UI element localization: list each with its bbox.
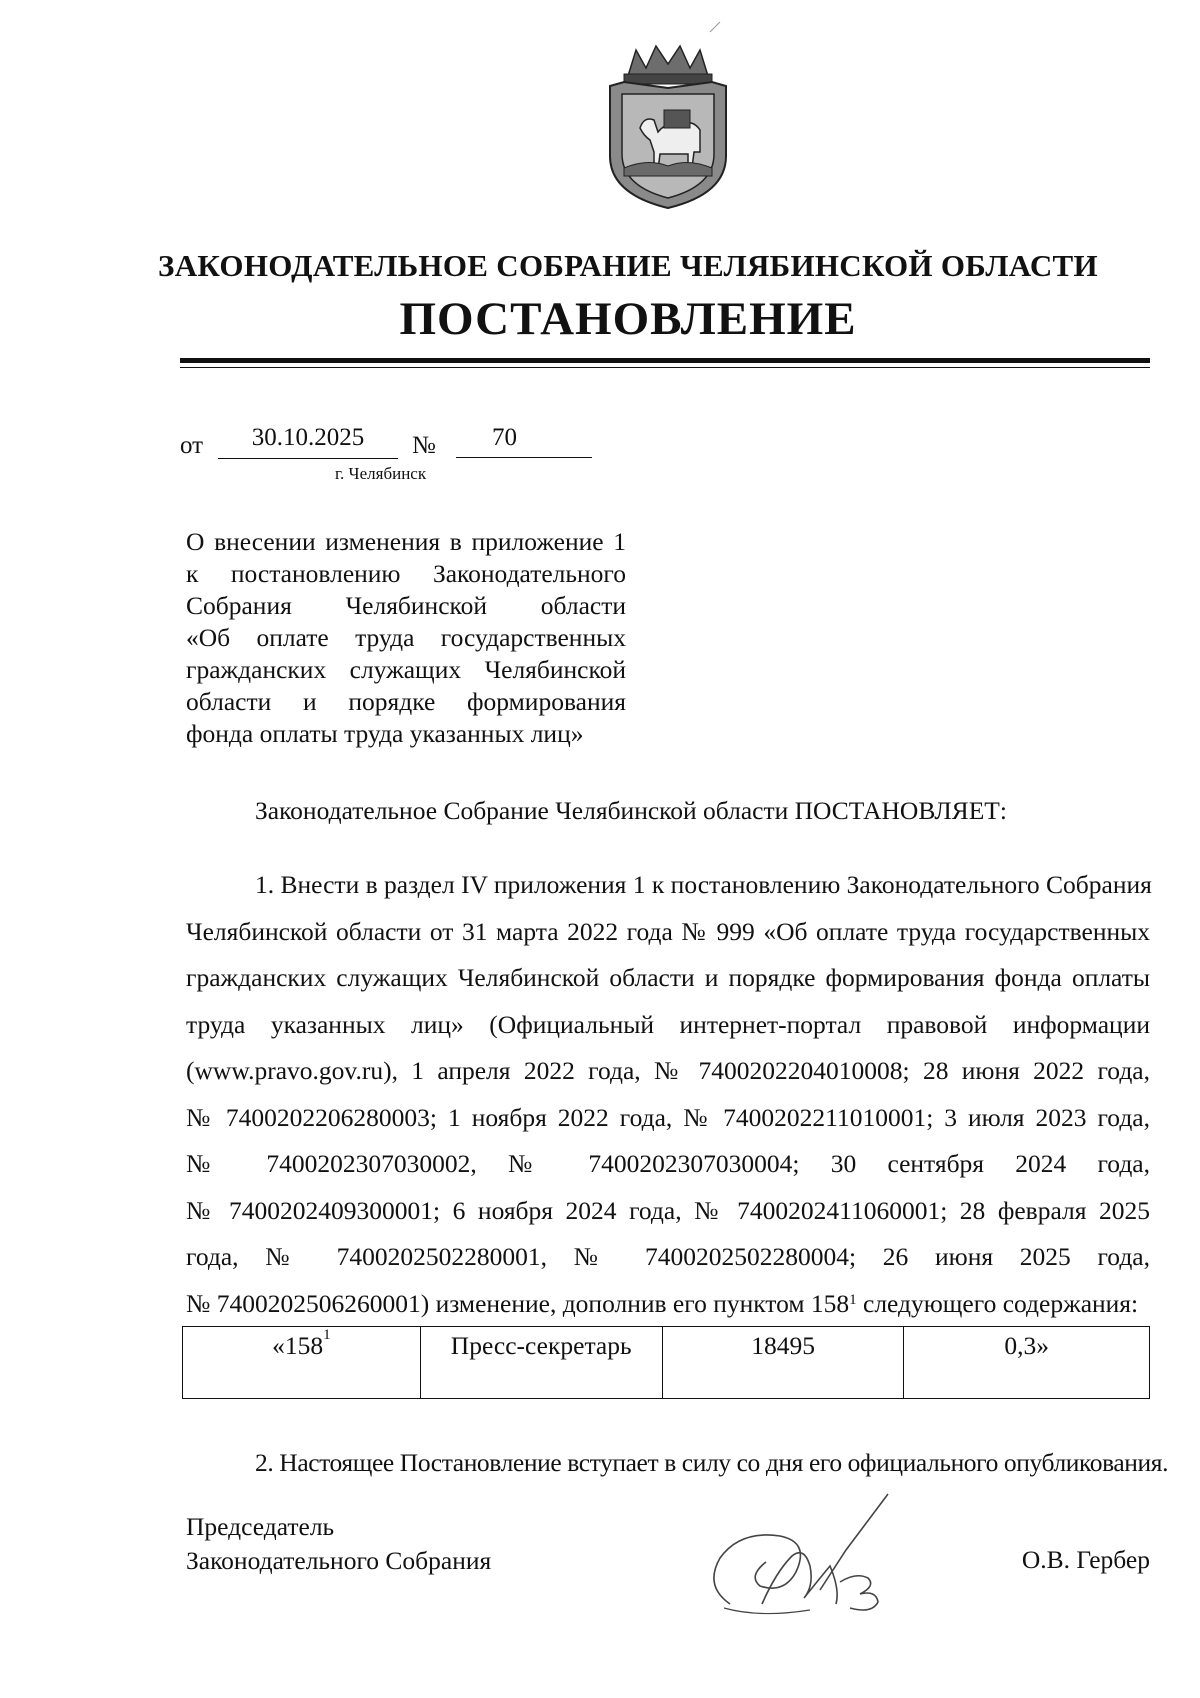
subject-line: «Об оплате труда государственных xyxy=(186,623,626,652)
decree-intro: Законодательное Собрание Челябинской области ПОСТАНОВЛЯЕТ: xyxy=(255,796,1007,825)
subject-line: Собрания Челябинской области xyxy=(186,591,626,620)
header-rule-thin xyxy=(180,367,1150,368)
signatory-name: О.В. Гербер xyxy=(1021,1545,1150,1574)
paragraph-line-last xyxy=(186,1281,1150,1328)
coat-of-arms-emblem xyxy=(588,36,748,212)
signatory-title xyxy=(186,1510,491,1578)
subject-line: к постановлению Законодательного xyxy=(186,559,626,588)
table-cell-item-number xyxy=(183,1327,421,1399)
table-cell-amount: 18495 xyxy=(662,1327,904,1399)
subject-line: области и порядке формирования xyxy=(186,687,626,716)
table-cell-position: Пресс-секретарь xyxy=(420,1327,662,1399)
paragraph-line: № 7400202206280003; 1 ноября 2022 года, № 7400202211010001; 3 июля 2023 года, xyxy=(186,1102,1150,1132)
subject-line: фонда оплаты труда указанных лиц» xyxy=(186,719,584,748)
document-number: 70 xyxy=(456,424,592,458)
handwritten-signature xyxy=(700,1486,940,1626)
paragraph-line: года, № 7400202502280001, № 7400202502280004; 26 июня 2025 года, xyxy=(186,1242,1150,1271)
signatory-title-line: Председатель xyxy=(186,1512,335,1541)
paragraph-line: 1. Внести в раздел IV приложения 1 к постановлению Законодательного Собрания xyxy=(255,870,1152,899)
table-cell-coefficient: 0,3» xyxy=(904,1327,1150,1399)
paragraph-text: следующего содержания: xyxy=(856,1288,1139,1318)
inserted-item-table xyxy=(182,1326,1150,1399)
signatory-title-line: Законодательного Собрания xyxy=(186,1546,492,1575)
from-label: от xyxy=(180,432,204,459)
table-row xyxy=(183,1327,1150,1399)
superscript: 1 xyxy=(323,1327,331,1343)
paragraph-line: Челябинской области от 31 марта 2022 года № 999 «Об оплате труда государственных xyxy=(186,916,1150,946)
superscript: 1 xyxy=(849,1291,857,1308)
paragraph-2: 2. Настоящее Постановление вступает в силу со дня его официального опубликования. xyxy=(255,1448,1169,1477)
paragraph-line: № 7400202409300001; 6 ноября 2024 года, № 7400202411060001; 28 февраля 2025 xyxy=(186,1195,1150,1225)
paragraph-line: (www.pravo.gov.ru), 1 апреля 2022 года, № 7400202204010008; 28 июня 2022 года, xyxy=(186,1056,1150,1085)
document-type-title: ПОСТАНОВЛЕНИЕ xyxy=(399,293,857,345)
item-number: «158 xyxy=(272,1331,324,1360)
city-label: г. Челябинск xyxy=(335,464,427,483)
subject-line: О внесении изменения в приложение 1 xyxy=(186,527,626,556)
paragraph-1 xyxy=(186,862,1150,1327)
pen-mark xyxy=(708,20,722,34)
paragraph-line: гражданских служащих Челябинской области и порядке формирования фонда оплаты xyxy=(186,963,1150,992)
header-rule-thick xyxy=(180,358,1150,363)
document-subject xyxy=(186,526,626,750)
organization-title: ЗАКОНОДАТЕЛЬНОЕ СОБРАНИЕ ЧЕЛЯБИНСКОЙ ОБЛАСТИ xyxy=(158,248,1098,283)
number-label: № xyxy=(412,432,436,459)
paragraph-text: № 7400202506260001) изменение, дополнив его пунктом 158 xyxy=(186,1288,850,1318)
subject-line: гражданских служащих Челябинской xyxy=(186,655,626,684)
document-date: 30.10.2025 xyxy=(218,424,398,459)
paragraph-line: № 7400202307030002, № 7400202307030004; 30 сентября 2024 года, xyxy=(186,1149,1150,1178)
paragraph-line: труда указанных лиц» (Официальный интернет-портал правовой информации xyxy=(186,1009,1150,1039)
